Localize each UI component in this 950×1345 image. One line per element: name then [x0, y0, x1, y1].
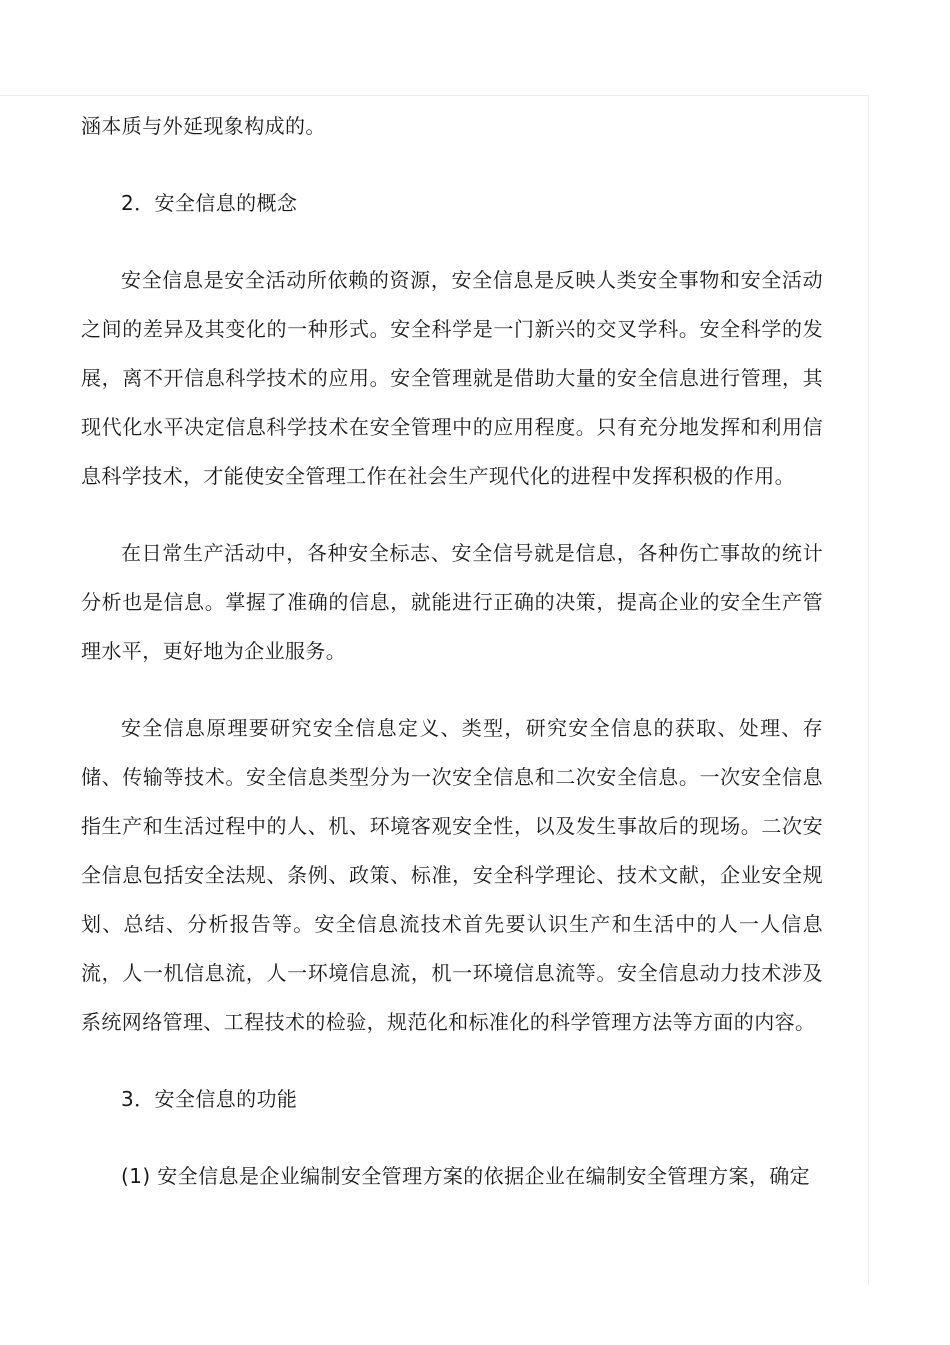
- paragraph-function-1: (1) 安全信息是企业编制安全管理方案的依据企业在编制安全管理方案，确定: [121, 1164, 811, 1188]
- section-heading-2: 2．安全信息的概念: [121, 191, 298, 215]
- paragraph-safety-info-principle: 安全信息原理要研究安全信息定义、类型，研究安全信息的获取、处理、存储、传输等技术。安全信息类型分为一次安全信息和二次安全信息。一次安全信息指生产和生活过程中的人、机、环境客观安全性，以及发生事故后的现场。二次安全信息包括安全法规、条例、政策、标准，安全科学理论、技术文献，企业安全规划、总结、分析报告等。安全信息流技术首先要认识生产和生活中的人一人信息流，人一机信息流，人一环境信息流，机一环境信息流等。安全信息动力技术涉及系统网络管理、工程技术的检验，规范化和标准化的科学管理方法等方面的内容。: [81, 716, 823, 1034]
- section-heading-3: 3．安全信息的功能: [121, 1087, 298, 1111]
- document-body: [81, 102, 823, 1201]
- paragraph-continuation: 涵本质与外延现象构成的。: [81, 114, 326, 138]
- paragraph-daily-production: 在日常生产活动中，各种安全标志、安全信号就是信息，各种伤亡事故的统计分析也是信息。掌握了准确的信息，就能进行正确的决策，提高企业的安全生产管理水平，更好地为企业服务。: [81, 541, 823, 663]
- paragraph-safety-info-concept: 安全信息是安全活动所依赖的资源，安全信息是反映人类安全事物和安全活动之间的差异及其变化的一种形式。安全科学是一门新兴的交叉学科。安全科学的发展，离不开信息科学技术的应用。安全管理就是借助大量的安全信息进行管理，其现代化水平决定信息科学技术在安全管理中的应用程度。只有充分地发挥和利用信息科学技术，才能使安全管理工作在社会生产现代化的进程中发挥积极的作用。: [81, 268, 823, 488]
